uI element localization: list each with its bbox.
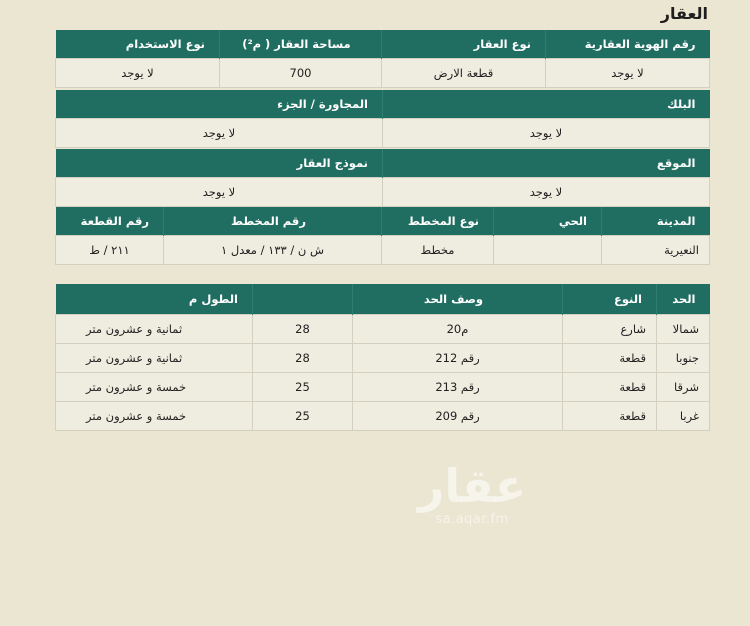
border-length: 28 — [253, 315, 353, 344]
header-plan-number: رقم المخطط — [164, 207, 382, 236]
border-length-text: خمسة و عشرون متر — [56, 373, 253, 402]
section-title: العقار — [660, 4, 708, 23]
value-usage-type: لا يوجد — [56, 59, 220, 88]
table-row — [56, 402, 710, 431]
header-border-side: الحد — [657, 284, 710, 315]
table-row — [56, 315, 710, 344]
value-plan-type: مخطط — [382, 236, 494, 265]
border-length: 25 — [253, 373, 353, 402]
header-property-type: نوع العقار — [382, 30, 546, 59]
value-neighbor: لا يوجد — [56, 119, 383, 148]
border-desc: رقم 209 — [353, 402, 563, 431]
border-desc: م20 — [353, 315, 563, 344]
value-plan-number: ش ن / ١٣٣ / معدل ١ — [164, 236, 382, 265]
header-block: البلك — [383, 90, 710, 119]
aqar-watermark — [412, 460, 532, 527]
property-info-table — [55, 30, 710, 88]
header-border-length: الطول م — [56, 284, 253, 315]
location-model-table — [55, 149, 710, 207]
table-row — [56, 373, 710, 402]
value-block: لا يوجد — [383, 119, 710, 148]
border-type: قطعة — [563, 373, 657, 402]
header-property-area: مساحة العقار ( م²) — [220, 30, 382, 59]
border-side: غربا — [657, 402, 710, 431]
plan-table — [55, 207, 710, 265]
value-district — [494, 236, 602, 265]
value-plot-number: ٢١١ / ط — [56, 236, 164, 265]
border-type: قطعة — [563, 344, 657, 373]
border-length: 28 — [253, 344, 353, 373]
header-usage-type: نوع الاستخدام — [56, 30, 220, 59]
header-city: المدينة — [602, 207, 710, 236]
aqar-url: sa.aqar.fm — [435, 512, 509, 527]
header-district: الحي — [494, 207, 602, 236]
header-plot-number: رقم القطعة — [56, 207, 164, 236]
header-neighbor: المجاورة / الجزء — [56, 90, 383, 119]
header-border-desc: وصف الحد — [353, 284, 563, 315]
border-length: 25 — [253, 402, 353, 431]
border-side: شرقا — [657, 373, 710, 402]
value-property-id: لا يوجد — [546, 59, 710, 88]
value-property-type: قطعة الارض — [382, 59, 546, 88]
header-plan-type: نوع المخطط — [382, 207, 494, 236]
header-property-model: نموذج العقار — [56, 149, 383, 178]
border-desc: رقم 213 — [353, 373, 563, 402]
borders-table — [55, 284, 710, 431]
border-desc: رقم 212 — [353, 344, 563, 373]
value-city: النعيرية — [602, 236, 710, 265]
border-type: قطعة — [563, 402, 657, 431]
value-property-area: 700 — [220, 59, 382, 88]
border-side: جنوبا — [657, 344, 710, 373]
header-location: الموقع — [383, 149, 710, 178]
border-side: شمالا — [657, 315, 710, 344]
border-length-text: خمسة و عشرون متر — [56, 402, 253, 431]
header-border-type: النوع — [563, 284, 657, 315]
aqar-logo: عقار — [417, 459, 527, 513]
border-length-text: ثمانية و عشرون متر — [56, 315, 253, 344]
border-type: شارع — [563, 315, 657, 344]
block-neighbor-table — [55, 90, 710, 148]
table-row — [56, 344, 710, 373]
value-property-model: لا يوجد — [56, 178, 383, 207]
header-property-id: رقم الهوية العقارية — [546, 30, 710, 59]
value-location: لا يوجد — [383, 178, 710, 207]
border-length-text: ثمانية و عشرون متر — [56, 344, 253, 373]
